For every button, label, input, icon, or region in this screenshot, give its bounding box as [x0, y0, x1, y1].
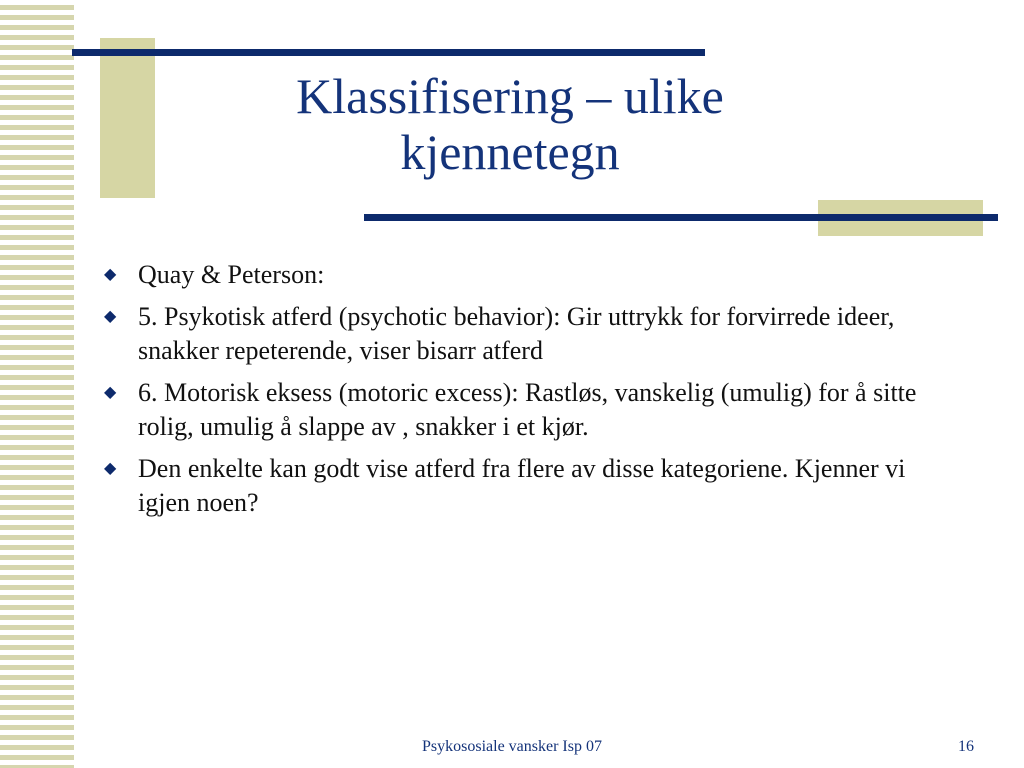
slide-title-line-2: kjennetegn — [400, 124, 620, 180]
bullet-text: 6. Motorisk eksess (motoric excess): Rastløs, vanskelig (umulig) for å sitte rolig, umulig å slappe av , snakker i et kjør. — [138, 378, 917, 441]
bullet-list — [100, 258, 960, 528]
accent-block-top — [100, 38, 155, 198]
title-rule-bottom — [364, 214, 998, 221]
diamond-bullet-icon: ◆ — [104, 266, 117, 283]
slide-title — [150, 68, 870, 180]
bullet-item — [100, 452, 960, 520]
bullet-text: Den enkelte kan godt vise atferd fra flere av disse kategoriene. Kjenner vi igjen noen? — [138, 454, 906, 517]
slide-title-line-1: Klassifisering – ulike — [296, 68, 724, 124]
diamond-bullet-icon: ◆ — [104, 384, 117, 401]
bullet-text: 5. Psykotisk atferd (psychotic behavior): Gir uttrykk for forvirrede ideer, snakker repeterende, viser bisarr atferd — [138, 302, 895, 365]
left-stripe-decoration — [0, 0, 74, 768]
diamond-bullet-icon: ◆ — [104, 308, 117, 325]
bullet-item — [100, 258, 960, 292]
footer-text: Psykososiale vansker Isp 07 — [422, 738, 602, 755]
bullet-item — [100, 300, 960, 368]
diamond-bullet-icon: ◆ — [104, 460, 117, 477]
title-rule-top — [72, 49, 705, 56]
page-number: 16 — [958, 738, 974, 755]
bullet-item — [100, 376, 960, 444]
bullet-text: Quay & Peterson: — [138, 260, 325, 289]
